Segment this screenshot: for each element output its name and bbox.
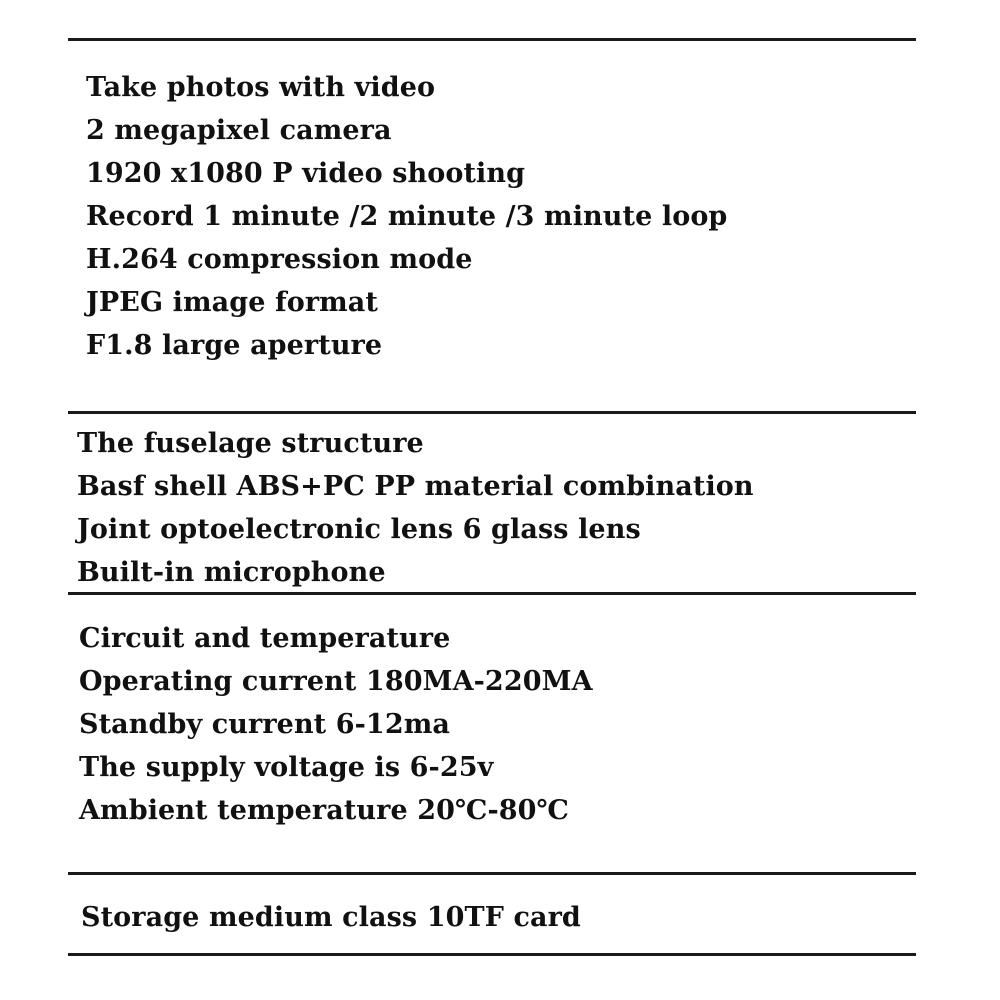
spec-line: 2 megapixel camera (86, 115, 392, 146)
spec-line: F1.8 large aperture (86, 330, 383, 361)
storage-specs-section (81, 896, 581, 939)
spec-line: Take photos with video (86, 72, 436, 103)
divider-top (68, 38, 916, 41)
divider (68, 872, 916, 875)
spec-line: Operating current 180MA-220MA (79, 666, 593, 697)
spec-line: Joint optoelectronic lens 6 glass lens (77, 514, 641, 545)
spec-line: 1920 x1080 P video shooting (86, 158, 526, 189)
section-heading: The fuselage structure (77, 428, 424, 459)
fuselage-specs-section (77, 422, 754, 594)
divider-bottom (68, 953, 916, 956)
divider (68, 411, 916, 414)
spec-line: H.264 compression mode (86, 244, 473, 275)
spec-line: JPEG image format (86, 287, 378, 318)
camera-specs-section (86, 66, 727, 367)
spec-line: The supply voltage is 6-25v (79, 752, 494, 783)
divider (68, 592, 916, 595)
circuit-specs-section (79, 617, 593, 832)
section-heading: Circuit and temperature (79, 623, 451, 654)
spec-line: Ambient temperature 20℃-80℃ (79, 795, 569, 826)
spec-line: Storage medium class 10TF card (81, 902, 581, 933)
spec-line: Standby current 6-12ma (79, 709, 450, 740)
spec-line: Record 1 minute /2 minute /3 minute loop (86, 201, 728, 232)
spec-line: Basf shell ABS+PC PP material combination (77, 471, 754, 502)
spec-line: Built-in microphone (77, 557, 386, 588)
